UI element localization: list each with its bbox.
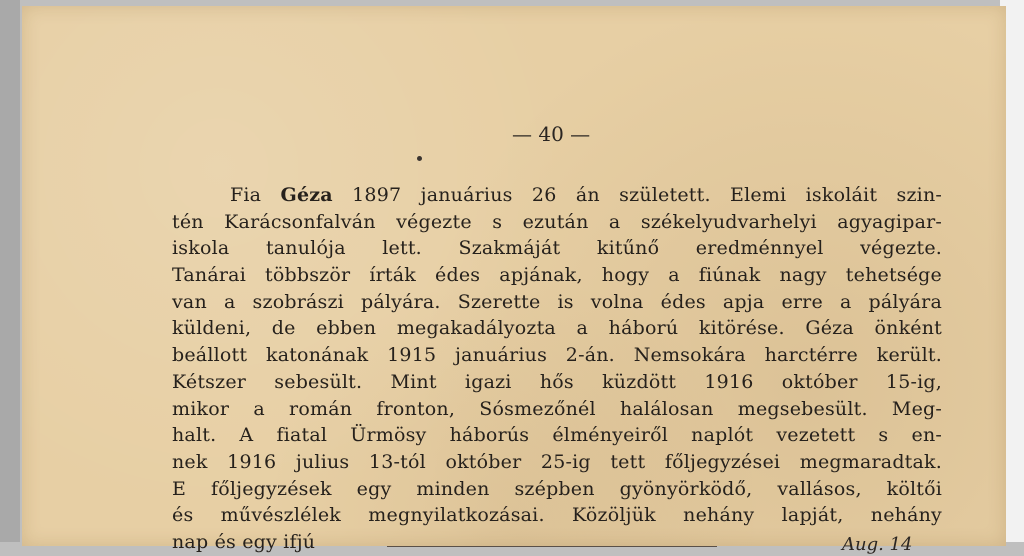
- line-rest: 1897 januárius 26 án született. Elemi iskoláit szin-: [332, 184, 942, 206]
- cutoff-heading: Aug. 14: [842, 534, 913, 555]
- book-page: [22, 6, 1006, 555]
- text-line: tén Karácsonfalván végezte s ezután a székelyudvarhelyi agyagipar-: [172, 210, 942, 233]
- text-line: nap és egy ifjú: [172, 530, 316, 553]
- text-line: Kétszer sebesült. Mint igazi hős küzdött 1916 október 15-ig,: [172, 370, 942, 393]
- body-paragraph: [172, 182, 942, 556]
- page-number: — 40 —: [512, 122, 591, 146]
- scan-border-left: [0, 0, 20, 542]
- text-line: halt. A fiatal Ürmösy háborús élményeiről naplót vezetett s en-: [172, 424, 942, 447]
- text-line: mikor a román fronton, Sósmezőnél halálosan megsebesült. Meg-: [172, 397, 942, 420]
- text-line: nek 1916 julius 13-tól október 25-ig tett főljegyzései megmaradtak.: [172, 450, 942, 473]
- horizontal-rule: [387, 546, 717, 547]
- text-line: küldeni, de ebben megakadályozta a háború kitörése. Géza önként: [172, 317, 942, 340]
- text-line: és művészlélek megnyilatkozásai. Közöljük nehány lapját, nehány: [172, 504, 942, 527]
- bold-name: Géza: [280, 184, 333, 206]
- text-line: beállott katonának 1915 januárius 2-án. Nemsokára harctérre került.: [172, 344, 942, 367]
- text-line: van a szobrászi pályára. Szerette is volna édes apja erre a pályára: [172, 290, 942, 313]
- line-start: Fia: [230, 184, 281, 206]
- text-line: [172, 182, 942, 209]
- text-line: Tanárai többször írták édes apjának, hogy a fiúnak nagy tehetsége: [172, 264, 942, 287]
- ink-dot: [417, 156, 422, 161]
- text-line: iskola tanulója lett. Szakmáját kitűnő eredménnyel végezte.: [172, 237, 942, 260]
- text-line: E főljegyzések egy minden szépben gyönyörködő, vallásos, költői: [172, 477, 942, 500]
